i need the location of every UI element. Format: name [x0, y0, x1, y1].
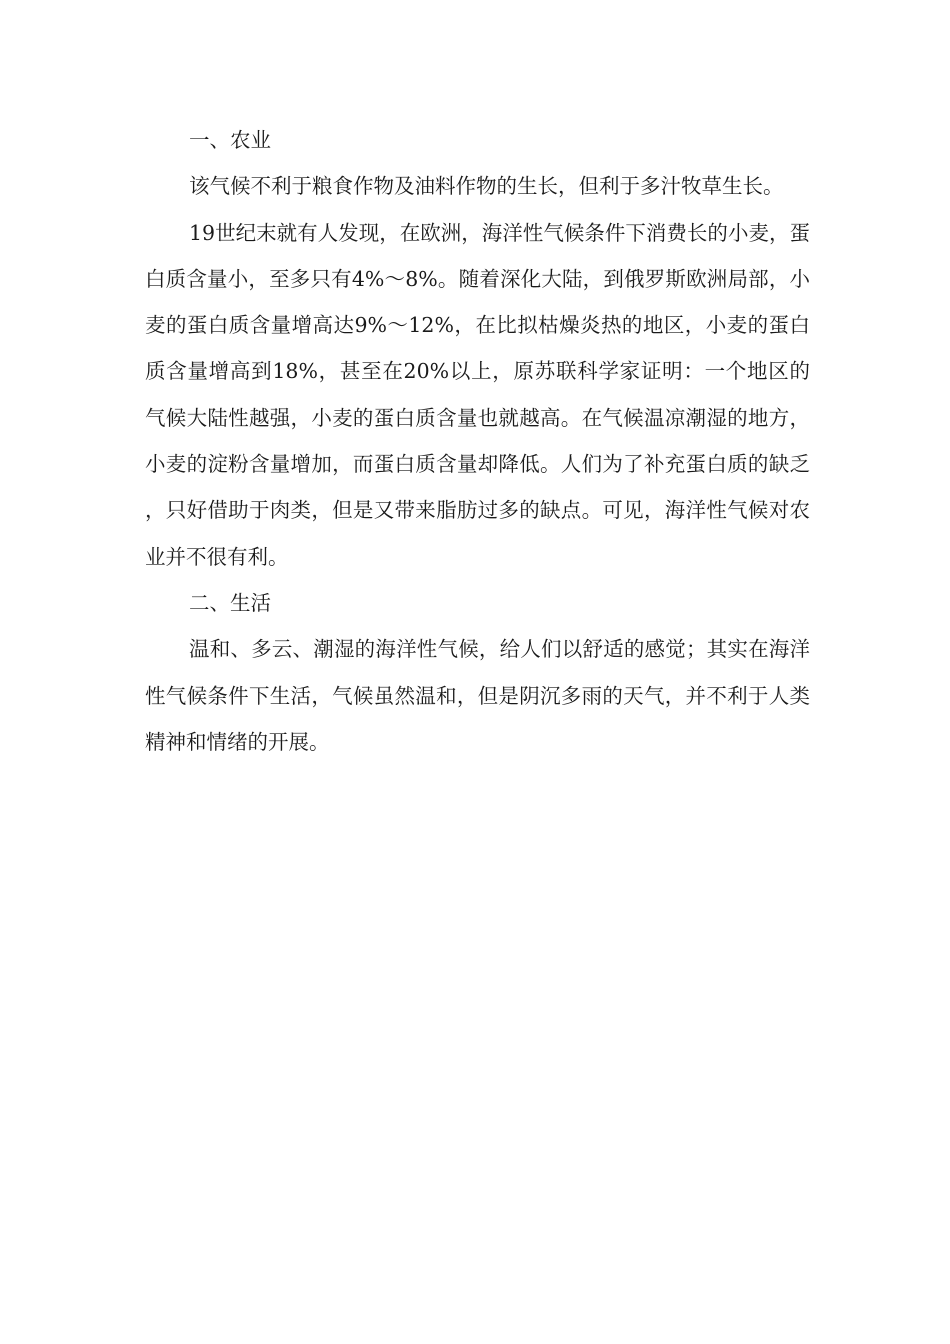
- document-body: [145, 117, 810, 765]
- section-heading-agriculture: 一、农业: [189, 128, 271, 152]
- section-heading-life: 二、生活: [189, 590, 271, 615]
- paragraph-wheat-protein: 19世纪末就有人发现，在欧洲，海洋性气候条件下消费长的小麦，蛋白质含量小，至多只有4%～8%。随着深化大陆，到俄罗斯欧洲局部，小麦的蛋白质含量增高达9%～12%，在比拟枯燥炎热的地区，小麦的蛋白质含量增高到18%，甚至在20%以上，原苏联科学家证明：一个地区的气候大陆性越强，小麦的蛋白质含量也就越高。在气候温凉潮湿的地方，小麦的淀粉含量增加，而蛋白质含量却降低。人们为了补充蛋白质的缺乏，只好借助于肉类，但是又带来脂肪过多的缺点。可见，海洋性气候对农业并不很有利。: [145, 220, 810, 569]
- paragraph-crop-growth: 该气候不利于粮食作物及油料作物的生长，但利于多汁牧草生长。: [189, 174, 784, 199]
- paragraph-living-climate: 温和、多云、潮湿的海洋性气候，给人们以舒适的感觉；其实在海洋性气候条件下生活，气候虽然温和，但是阴沉多雨的天气，并不利于人类精神和情绪的开展。: [145, 637, 810, 754]
